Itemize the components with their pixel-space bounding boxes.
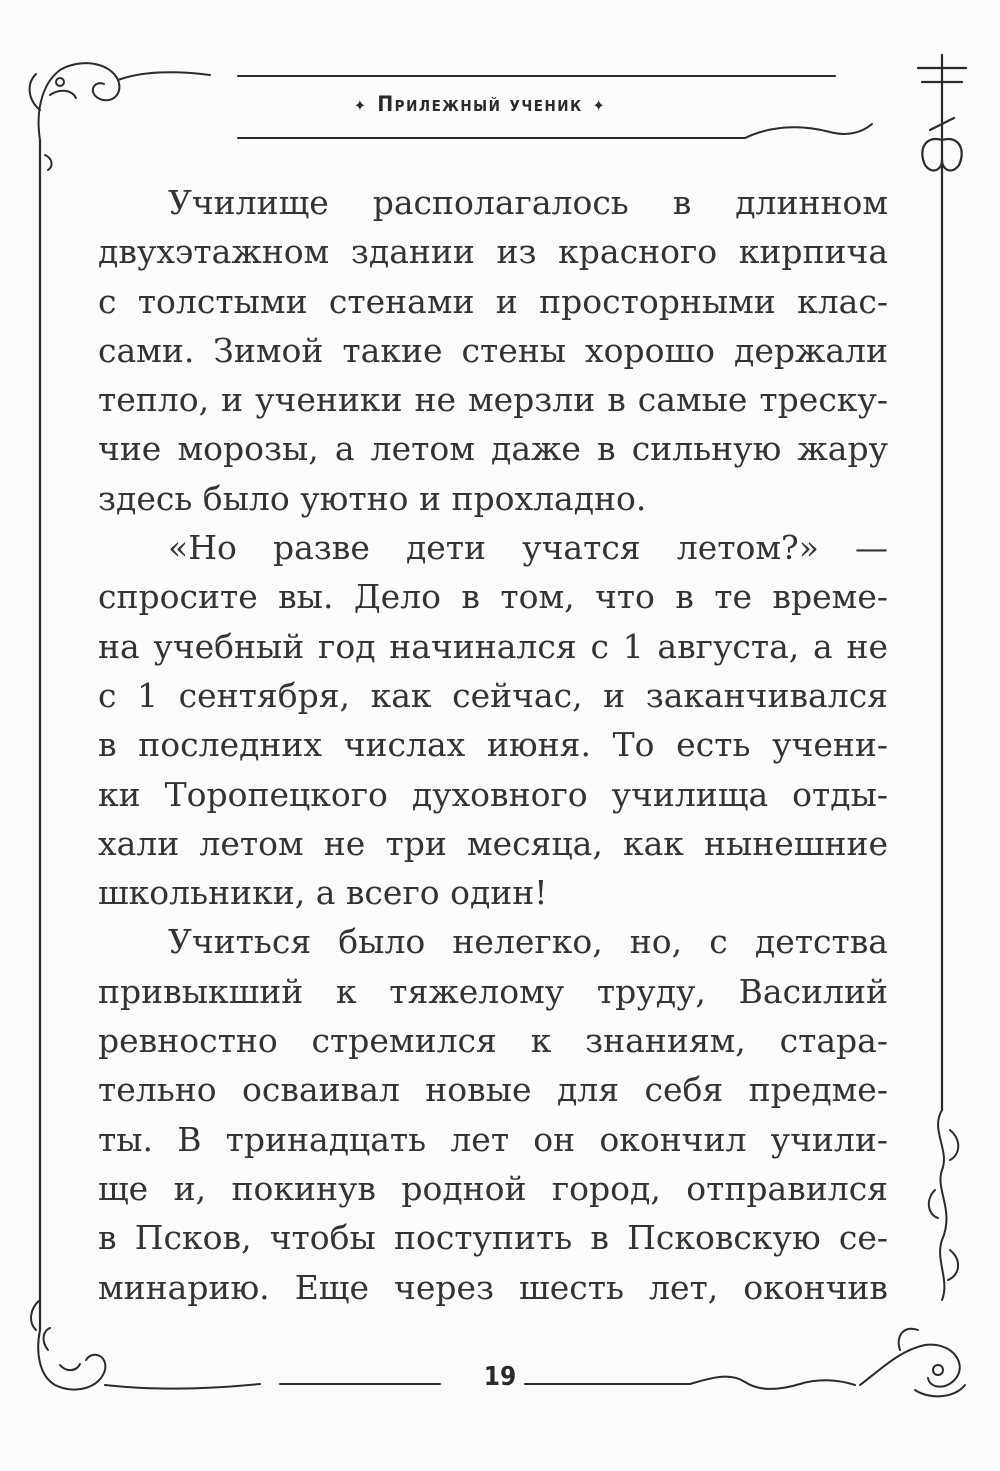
corner-flourish-right — [929, 1110, 958, 1300]
text-line: ще и, покинув родной город, отправился — [98, 1168, 888, 1208]
cross-icon — [918, 55, 966, 180]
text-line: тепло, и ученики не мерзли в самые треску- — [98, 380, 888, 420]
text-line: с 1 сентября, как сейчас, и заканчивался — [98, 675, 888, 715]
text-line: ревностно стремился к знаниям, стара- — [98, 1021, 888, 1061]
text-line: хали летом не три месяца, как нынешние — [98, 823, 888, 863]
text-line: минарию. Еще через шесть лет, окончив — [98, 1267, 888, 1307]
text-line: Учиться было нелегко, но, с детства — [168, 922, 888, 962]
diamond-ornament-icon: ✦ — [592, 96, 607, 115]
text-line: привыкший к тяжелому труду, Василий — [98, 971, 888, 1011]
text-line: в последних числах июня. То есть учени- — [98, 725, 888, 765]
diamond-ornament-icon: ✦ — [353, 96, 368, 115]
text-line: двухэтажном здании из красного кирпича — [98, 232, 888, 272]
text-line: ки Торопецкого духовного училища отды- — [98, 774, 888, 814]
text-line: на учебный год начинался с 1 августа, а не — [98, 626, 888, 666]
running-head-title: Прилежный ученик — [377, 92, 583, 116]
header-swirl — [745, 124, 872, 138]
text-line: чие морозы, а летом даже в сильную жару — [98, 429, 888, 469]
text-line: здесь было уютно и прохладно. — [98, 478, 647, 518]
text-line: школьники, а всего один! — [98, 873, 548, 913]
text-line: спросите вы. Дело в том, что в те време- — [98, 577, 888, 617]
text-line: тельно осваивал новые для себя предме- — [98, 1070, 888, 1110]
text-line: ты. В тринадцать лет он окончил учили- — [98, 1119, 888, 1159]
text-line: «Но разве дети учатся летом?» — — [168, 528, 888, 568]
text-line: Училище располагалось в длинном — [168, 183, 888, 222]
corner-flourish-bottom-left — [31, 1300, 260, 1390]
page-number: 19 — [483, 1362, 517, 1392]
body-text — [98, 178, 888, 1312]
running-head — [300, 92, 660, 116]
corner-flourish-top-left — [30, 63, 210, 170]
text-line: с толстыми стенами и просторными клас- — [98, 281, 888, 321]
text-line: в Псков, чтобы поступить в Псковскую се- — [98, 1218, 888, 1258]
text-line: сами. Зимой такие стены хорошо держали — [98, 330, 888, 370]
corner-flourish-bottom-right — [690, 1329, 965, 1397]
